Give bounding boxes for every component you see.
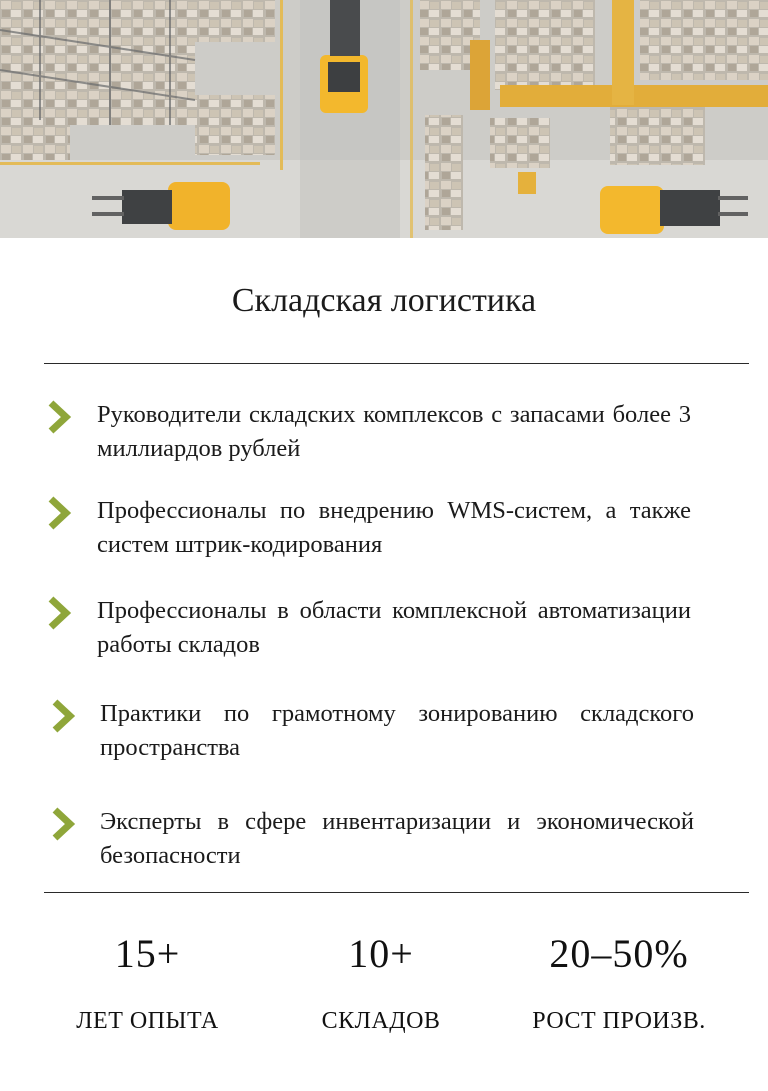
- page-title: Складская логистика: [231, 282, 537, 319]
- divider-top: [44, 363, 749, 364]
- stat-warehouses: [276, 928, 486, 1036]
- divider-bottom: [44, 892, 749, 893]
- stat-label: ЛЕТ ОПЫТА: [76, 1008, 219, 1034]
- list-item-text: Руководители складских комплексов с запасами более 3 миллиардов рублей: [97, 401, 691, 462]
- chevron-right-icon: [46, 596, 72, 630]
- stat-value: 20–50%: [549, 931, 689, 976]
- stat-experience: [40, 928, 255, 1036]
- stat-value: 15+: [114, 931, 181, 976]
- hero-image: [0, 0, 768, 238]
- chevron-right-icon: [46, 400, 72, 434]
- list-item-text: Профессионалы по внедрению WMS-систем, а также систем штрик-кодирования: [97, 497, 691, 558]
- chevron-right-icon: [46, 496, 72, 530]
- stat-value: 10+: [348, 931, 414, 976]
- stat-label: РОСТ ПРОИЗВ.: [532, 1008, 706, 1034]
- warehouse-forklifts-illustration: [0, 0, 768, 238]
- list-item-text: Практики по грамотному зонированию складского пространства: [100, 700, 694, 761]
- stat-productivity: [508, 928, 730, 1036]
- list-item-text: Эксперты в сфере инвентаризации и экономической безопасности: [100, 808, 694, 869]
- list-item-text: Профессионалы в области комплексной автоматизации работы складов: [97, 597, 691, 658]
- chevron-right-icon: [50, 807, 76, 841]
- stat-label: СКЛАДОВ: [321, 1008, 441, 1034]
- chevron-right-icon: [50, 699, 76, 733]
